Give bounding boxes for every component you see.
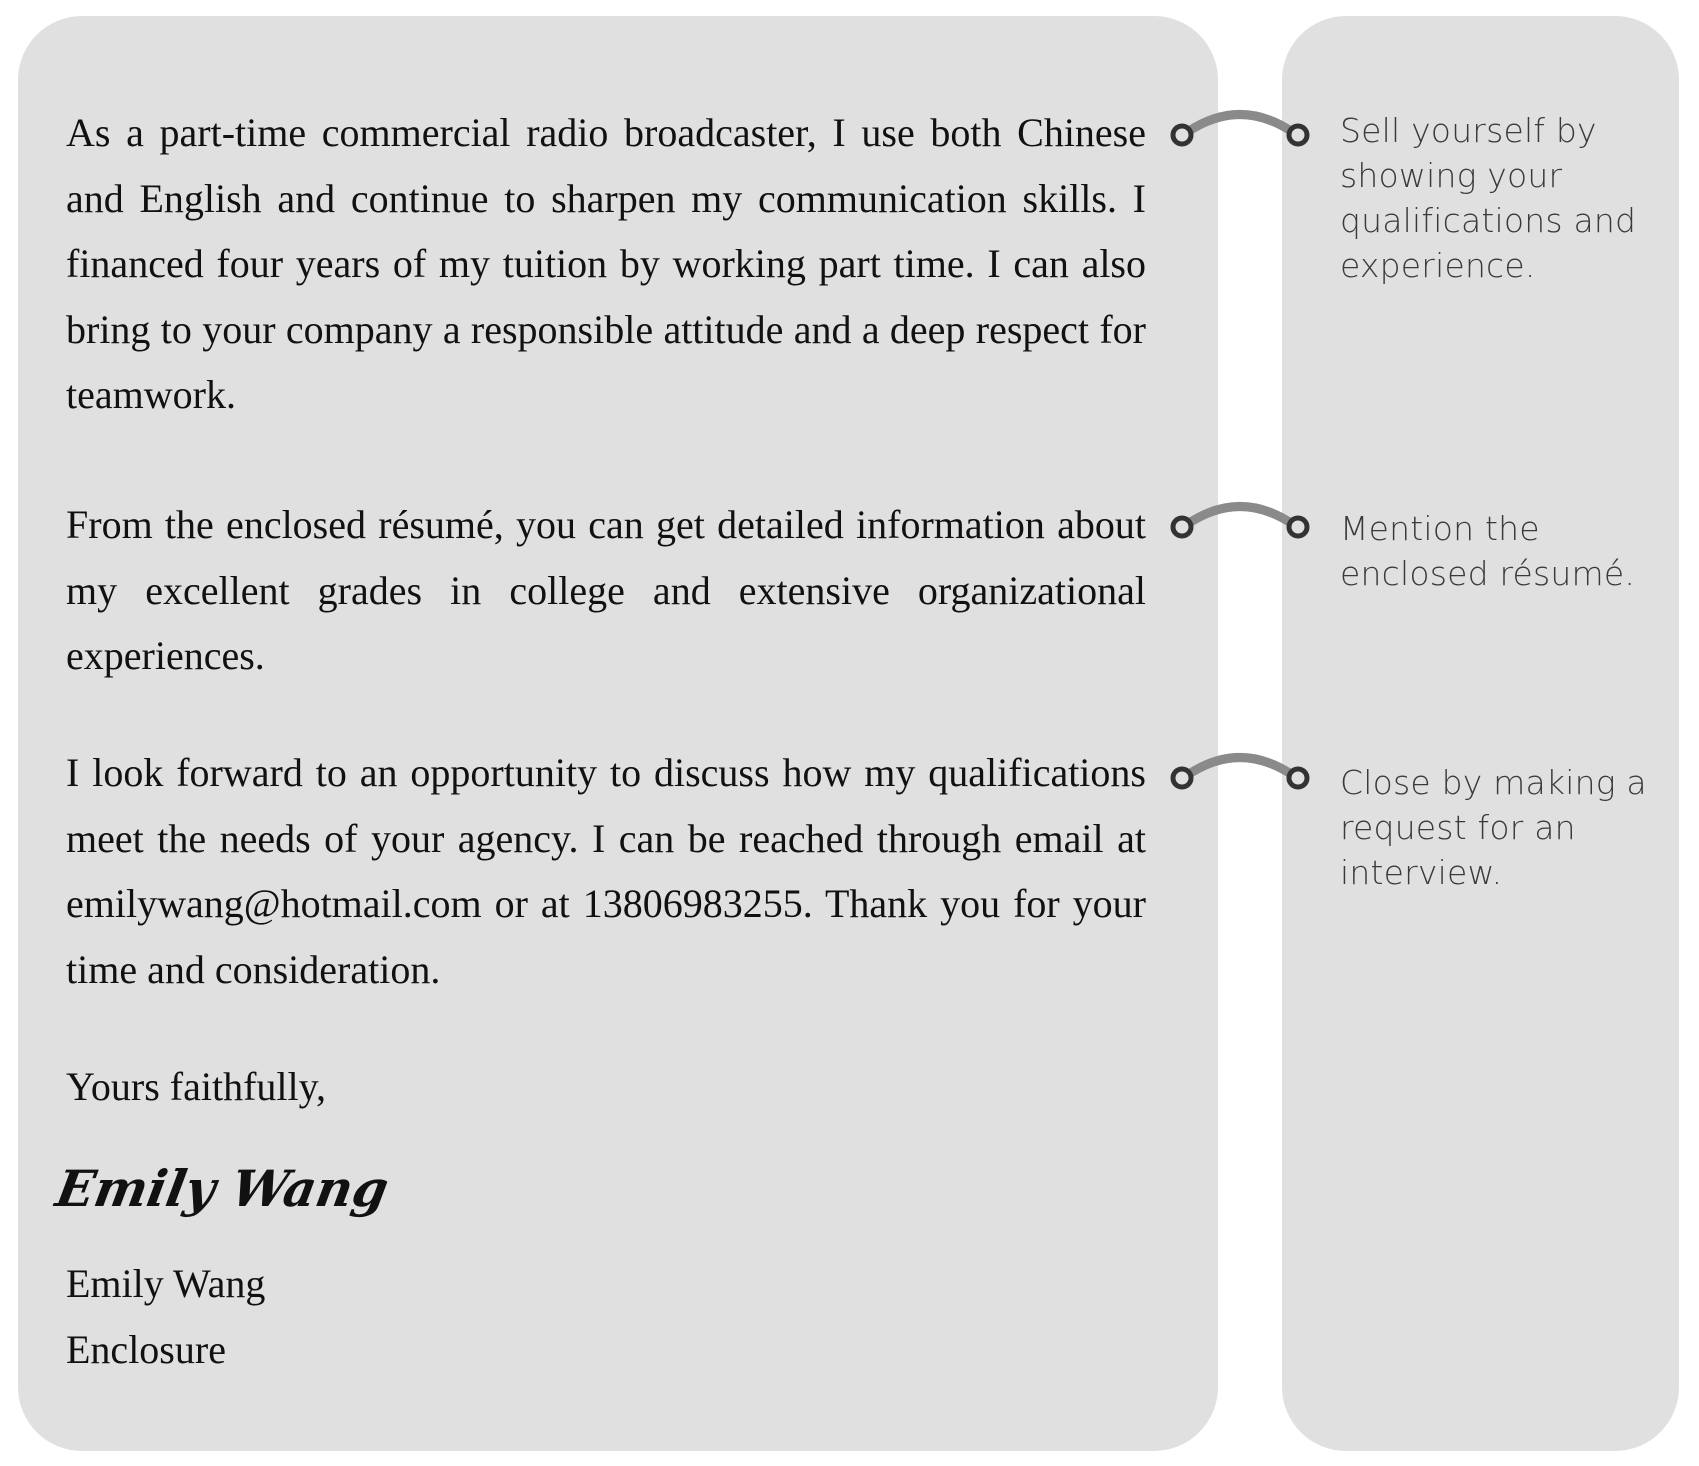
binder-ring-connector-2 — [1160, 492, 1320, 552]
note-mention-resume: Mention the enclosed résumé. — [1340, 509, 1636, 593]
binder-ring-connector-3 — [1160, 743, 1320, 803]
letter-paragraph-qualifications: As a part-time commercial radio broadcaster, I use both Chinese and English and continue to sharpen my communication skills. I financed four years of my tuition by working part time. I can also bring to your company a responsible attitude and a deep respect for teamwork. — [66, 110, 1146, 417]
handwritten-signature — [51, 1148, 393, 1228]
note-close-request: Close by making a request for an interview. — [1340, 763, 1647, 892]
note-sell-yourself: Sell yourself by showing your qualifications and experience. — [1340, 111, 1637, 285]
letter-paragraph-closing-request: I look forward to an opportunity to discuss how my qualifications meet the needs of your agency. I can be reached through email at emilywang@hotmail.com or at 13806983255. Thank you for your time and consideration. — [66, 750, 1146, 992]
typed-name: Emily Wang — [66, 1261, 266, 1306]
enclosure-line: Enclosure — [66, 1327, 226, 1372]
letter-paragraph-resume: From the enclosed résumé, you can get detailed information about my excellent grades in college and extensive organizational experiences. — [66, 502, 1146, 678]
binder-ring-connector-1 — [1160, 100, 1320, 160]
letter-closing: Yours faithfully, — [66, 1064, 327, 1109]
svg-text:Emily Wang: Emily Wang — [51, 1159, 393, 1218]
